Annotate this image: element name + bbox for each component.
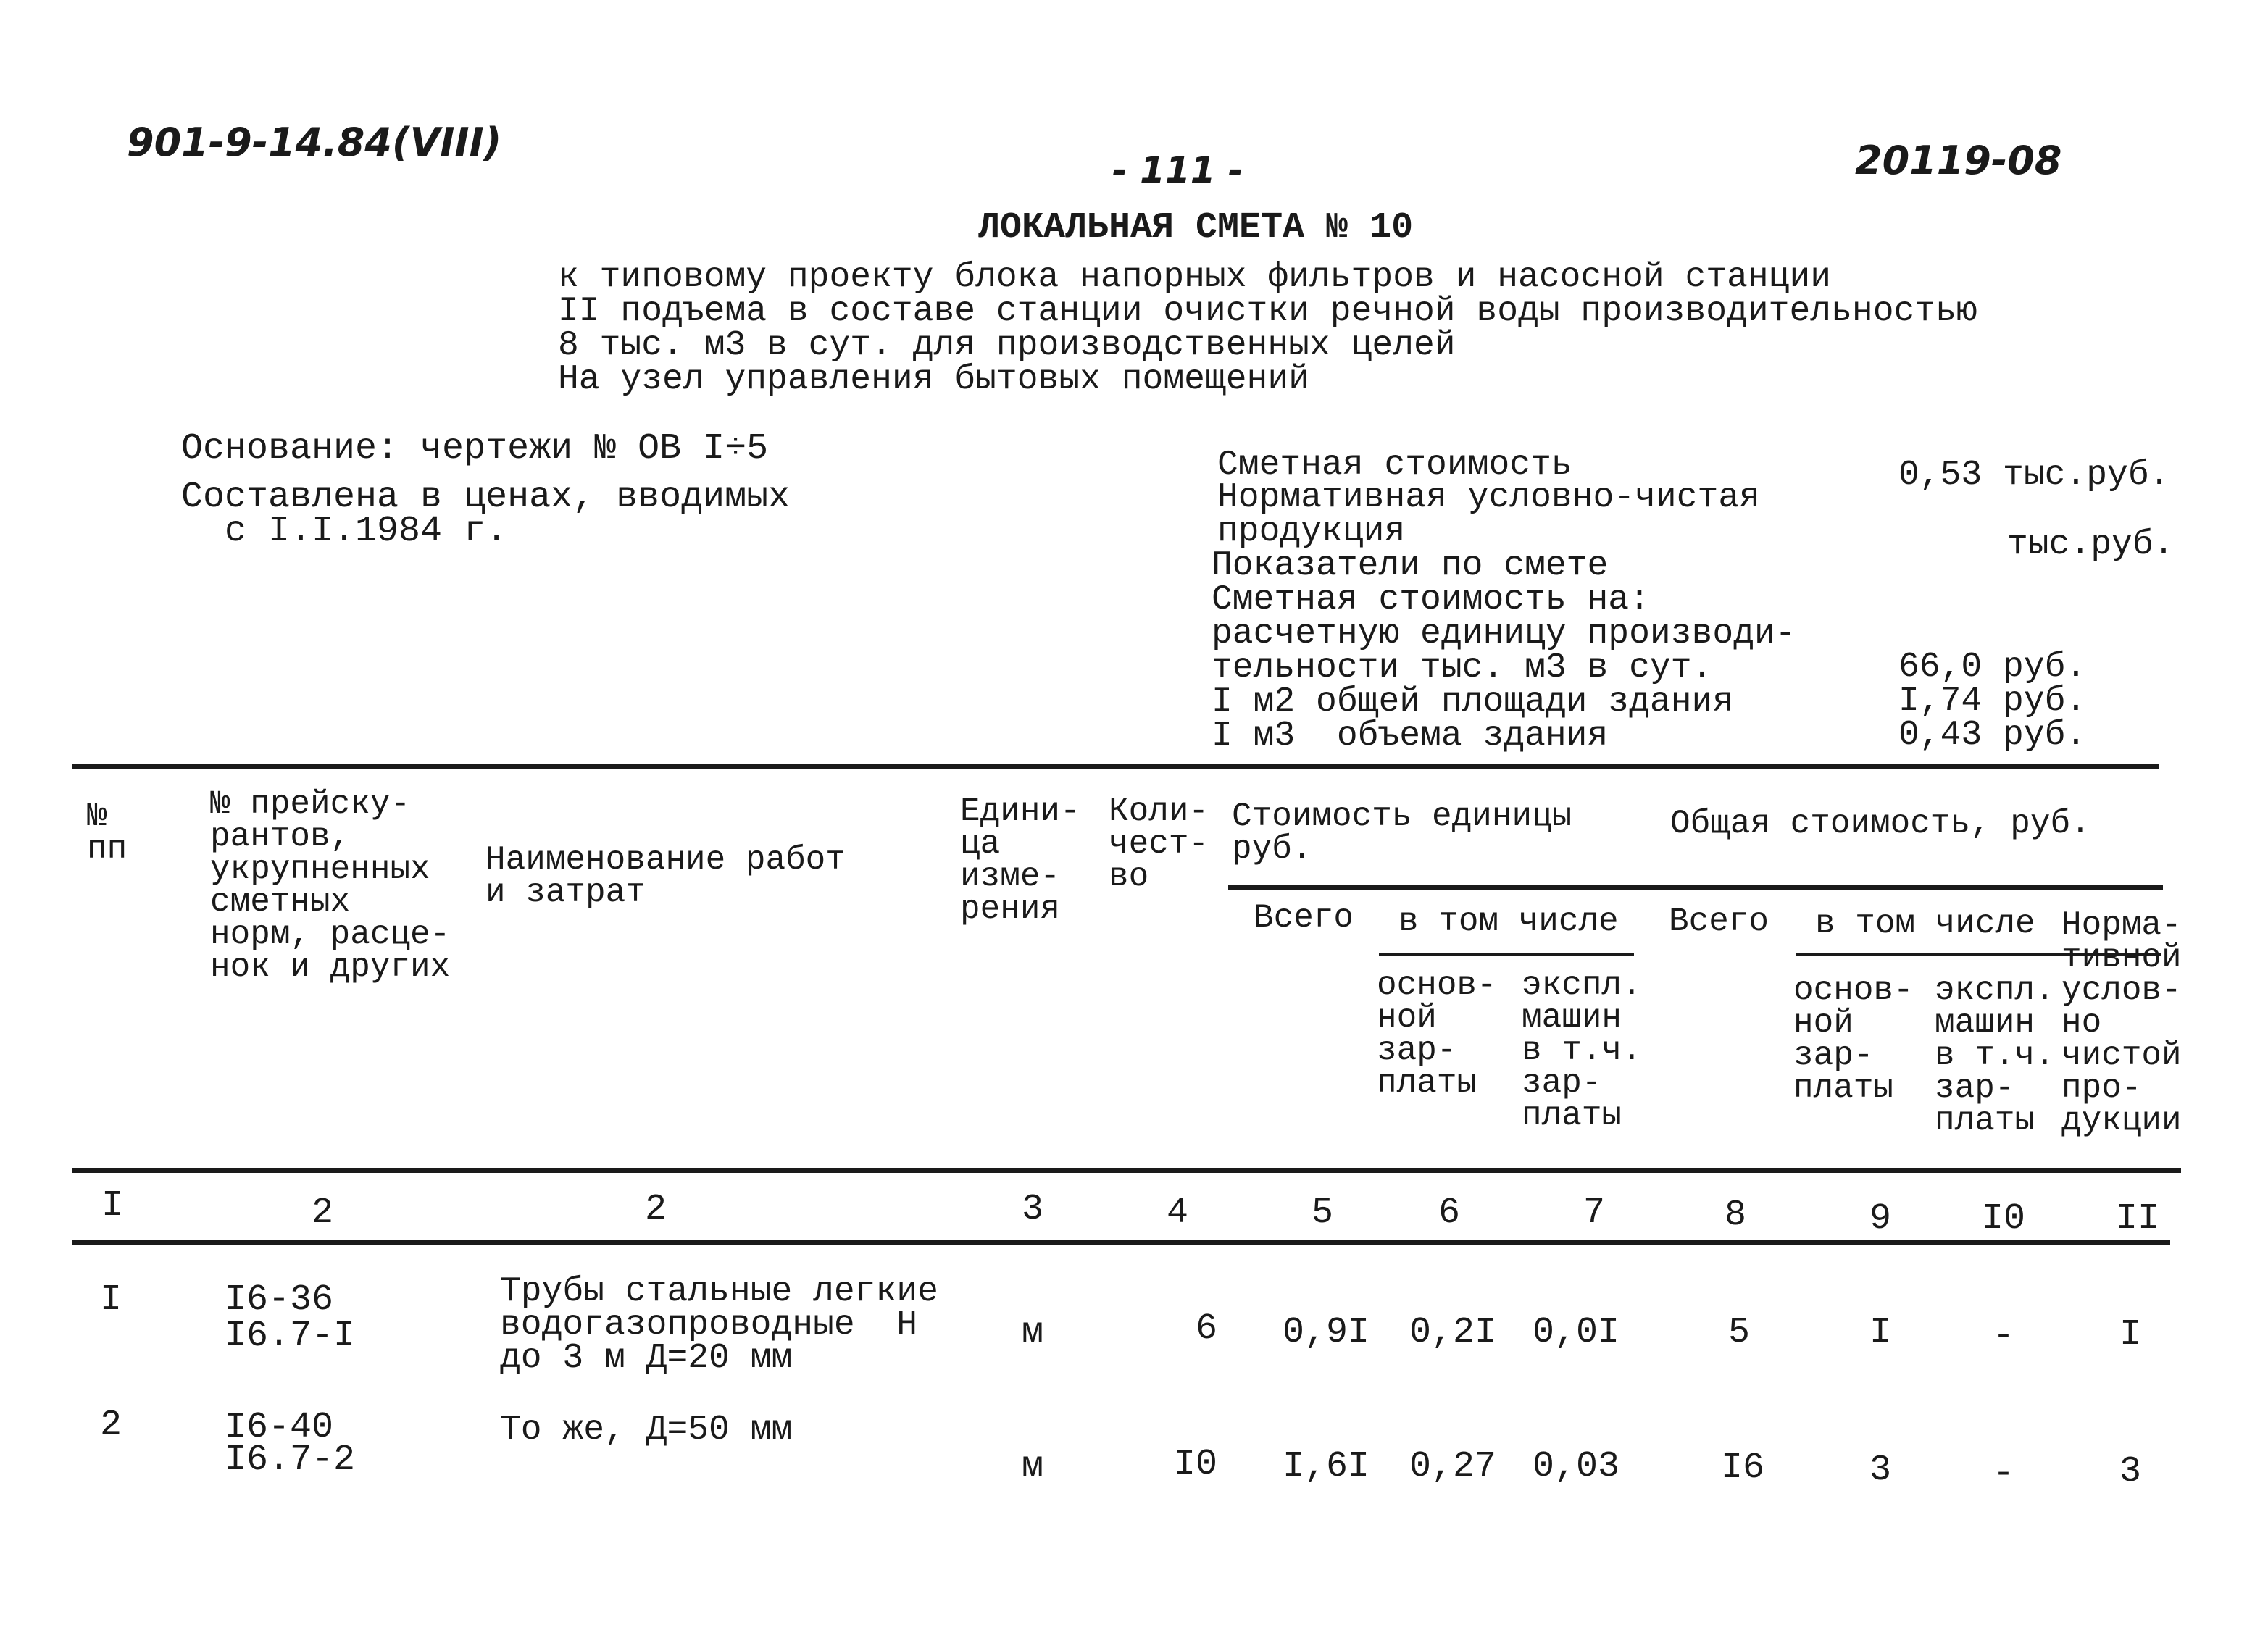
row-uc-total: 0,9I (1282, 1312, 1370, 1353)
header-unit: Едини- ца изме- рения (960, 793, 1080, 928)
col-number: 9 (1869, 1198, 1891, 1240)
header-unit-cost: Стоимость единицы руб. (1232, 798, 1572, 868)
row-number: I (100, 1279, 122, 1321)
col-number: 6 (1438, 1192, 1460, 1234)
col-number: II (2115, 1198, 2159, 1240)
row-tc-mach: - (1992, 1453, 2014, 1495)
header-bottom-rule (72, 1168, 2181, 1173)
row-tc-norm: I (2119, 1314, 2141, 1355)
norm-product-value: тыс.руб. (2007, 525, 2175, 564)
header-name: Наименование работ и затрат (485, 841, 846, 911)
document-title: ЛОКАЛЬНАЯ СМЕТА № 10 (978, 207, 1414, 248)
header-pricelist: № прейску- рантов, укрупненных сметных норм, расце- нок и других (210, 785, 451, 986)
col-number: 4 (1166, 1192, 1188, 1234)
norm-product-label: Нормативная условно-чистая продукция (1217, 478, 1760, 551)
prices-text: Составлена в ценах, вводимых с I.I.1984 г. (181, 477, 791, 552)
basis-text: Основание: чертежи № ОВ I÷5 (181, 428, 769, 469)
col-number-rule (72, 1240, 2170, 1245)
row-tc-wage: I (1869, 1312, 1891, 1353)
col-number: 3 (1021, 1189, 1043, 1230)
header-tc-norm: Норма- тивной услов- но чистой про- дукции (2061, 906, 2182, 1140)
header-tc-total: Всего (1669, 903, 1769, 940)
row-qty: I0 (1173, 1444, 1217, 1485)
col-number: 5 (1311, 1192, 1333, 1234)
row-uc-total: I,6I (1282, 1446, 1370, 1487)
row-uc-mach: 0,0I (1532, 1312, 1620, 1353)
header-tc-incl: в том числе (1815, 905, 2035, 942)
row-tc-wage: 3 (1869, 1450, 1891, 1491)
estimate-cost-label: Сметная стоимость (1217, 446, 1572, 485)
col-number: 7 (1583, 1192, 1605, 1234)
estimate-cost-value: 0,53 тыс.руб. (1898, 456, 2170, 495)
indicators-label: Показатели по смете Сметная стоимость на: расчетную единицу производи- тельности тыс. м3 в сут. I м2 общей площади здания I м3 объема здания (1212, 546, 1796, 756)
document-code-right: 20119-08 (1855, 138, 2062, 183)
row-unit: м (1021, 1446, 1043, 1487)
row-tc-total: 5 (1727, 1312, 1750, 1353)
col-number: I (101, 1185, 123, 1226)
header-tc-mach: экспл. машин в т.ч. зар- платы (1935, 971, 2055, 1140)
row-uc-wage: 0,27 (1409, 1446, 1497, 1487)
row-tc-total: I6 (1720, 1447, 1764, 1489)
unit-cost-incl-rule (1379, 953, 1634, 956)
header-total-cost: Общая стоимость, руб. (1670, 805, 2090, 843)
row-number: 2 (100, 1405, 122, 1446)
col-number: 2 (644, 1189, 667, 1230)
table-top-rule (72, 764, 2159, 769)
col-number: 8 (1724, 1195, 1746, 1236)
header-num: № пп (87, 798, 128, 868)
header-uc-total: Всего (1254, 899, 1354, 937)
row-name: Трубы стальные легкие водогазопроводные Н до 3 м Д=20 мм (500, 1272, 938, 1378)
header-uc-wage: основ- ной зар- платы (1377, 966, 1497, 1102)
document-subtitle: к типовому проекту блока напорных фильтров и насосной станции II подъема в составе станции очистки речной воды производительностью 8 тыс. м3 в сут. для производственных целей На узел управления бытовых помещений (558, 258, 1977, 399)
row-name: То же, Д=50 мм (500, 1410, 793, 1450)
row-unit: м (1021, 1312, 1043, 1353)
indicators-values: 66,0 руб. I,74 руб. 0,43 руб. (1898, 648, 2087, 755)
header-uc-incl: в том числе (1398, 903, 1619, 940)
row-tc-norm: 3 (2119, 1451, 2141, 1492)
header-qty: Коли- чест- во (1109, 793, 1209, 895)
row-pricelist: I6-40 I6.7-2 (225, 1407, 356, 1481)
header-uc-mach: экспл. машин в т.ч. зар- платы (1522, 966, 1642, 1134)
col-number: 2 (311, 1192, 333, 1234)
document-code-left: 901-9-14.84(VIII) (127, 120, 502, 165)
row-uc-wage: 0,2I (1409, 1312, 1497, 1353)
page-number: - 111 - (1112, 149, 1243, 191)
row-qty: 6 (1195, 1308, 1217, 1350)
row-tc-mach: - (1992, 1316, 2014, 1357)
col-number: I0 (1981, 1198, 2025, 1240)
row-uc-mach: 0,03 (1532, 1446, 1620, 1487)
subheader-rule (1228, 885, 2163, 890)
header-tc-wage: основ- ной зар- платы (1793, 971, 1914, 1107)
row-pricelist: I6-36 I6.7-I (225, 1279, 356, 1357)
